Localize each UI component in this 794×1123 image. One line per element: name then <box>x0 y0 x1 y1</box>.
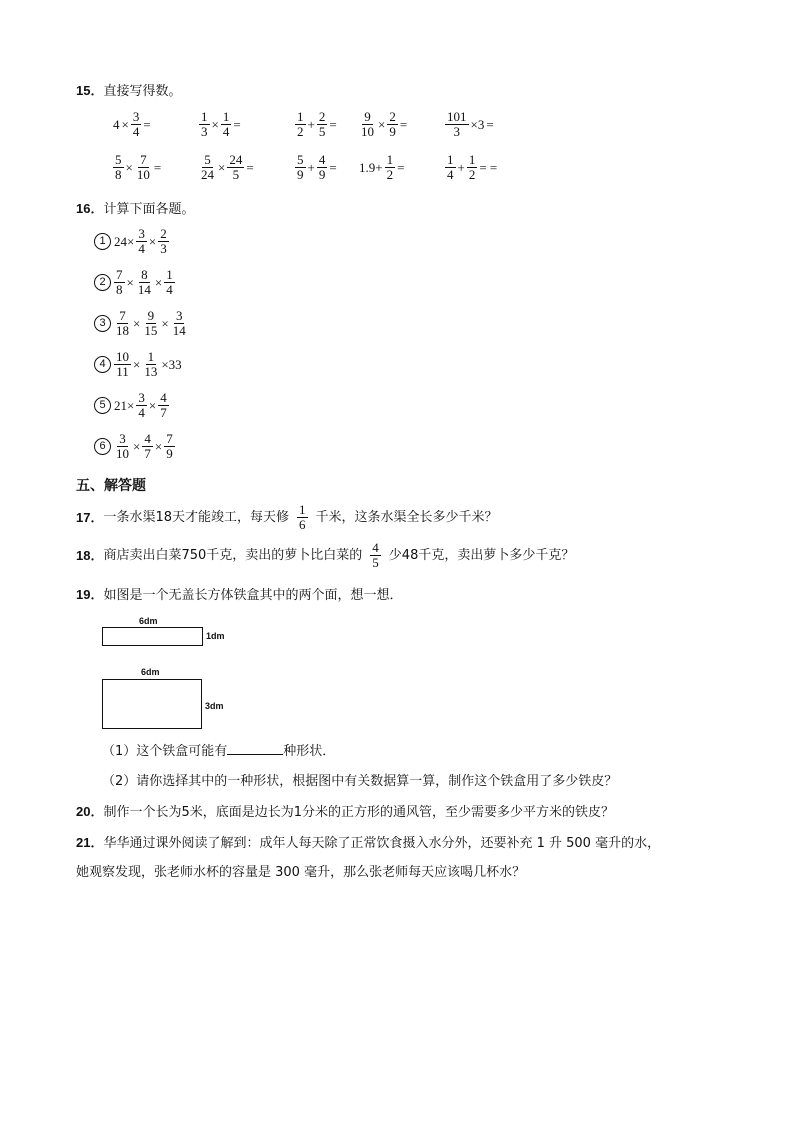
fraction-num: 2 <box>389 109 396 124</box>
operator: × <box>125 159 133 175</box>
fraction-num: 1 <box>468 152 476 167</box>
equals: = <box>397 159 405 175</box>
fraction <box>359 110 376 139</box>
fraction-num: 3 <box>138 226 145 241</box>
fraction-den: 10 <box>136 167 150 182</box>
q16-number: 16． <box>76 201 104 216</box>
fraction-den: 15 <box>144 323 158 338</box>
fraction-den: 3 <box>201 124 208 139</box>
fraction-den: 5 <box>318 124 326 139</box>
fraction-den: 7 <box>144 446 151 461</box>
q17-fraction <box>297 503 308 532</box>
q15-row2-expr <box>198 153 255 182</box>
fraction-den: 11 <box>116 364 129 379</box>
item-number-circle: 2 <box>94 274 111 291</box>
fraction <box>295 153 306 182</box>
item-number-circle: 1 <box>94 233 111 250</box>
expr-prefix: 21× <box>114 397 135 413</box>
q18-text-a: 商店卖出白菜750千克，卖出的萝卜比白菜的 <box>103 547 363 563</box>
fraction-den: 9 <box>318 167 326 182</box>
q18-frac-num: 4 <box>372 540 379 555</box>
fraction-den: 24 <box>201 167 214 182</box>
operator: + <box>307 159 315 175</box>
equals: = <box>143 116 151 132</box>
q15-row2-expr <box>112 153 162 182</box>
equals: = <box>486 116 494 132</box>
fraction <box>158 227 169 256</box>
q15-title: 直接写得数。 <box>103 84 182 99</box>
fraction-num: 7 <box>140 152 147 167</box>
fraction-num: 3 <box>175 308 183 323</box>
fraction-num: 3 <box>132 109 140 124</box>
fraction <box>135 153 152 182</box>
q16-title: 计算下面各题。 <box>103 202 195 217</box>
fraction-den: 4 <box>447 167 454 182</box>
fraction-den: 8 <box>115 167 122 182</box>
q19-heading <box>76 586 402 605</box>
operator: × <box>133 438 141 454</box>
answer-blank[interactable] <box>227 742 283 755</box>
item-number-circle: 3 <box>94 315 111 332</box>
fraction-num: 1 <box>447 152 454 167</box>
fraction-num: 7 <box>116 267 123 282</box>
fraction <box>136 268 153 297</box>
q19-sub1-a: （1）这个铁盒可能有 <box>102 744 228 759</box>
fraction-num: 1 <box>201 109 208 124</box>
item-number-circle: 4 <box>94 356 111 373</box>
q16-item <box>94 268 176 297</box>
fraction <box>142 309 159 338</box>
operator: + <box>307 116 315 132</box>
fraction-num: 4 <box>144 431 151 446</box>
fraction-num: 5 <box>115 152 122 167</box>
fraction-num: 1 <box>166 267 173 282</box>
item-number-circle: 6 <box>94 438 111 455</box>
q15-row1-expr <box>198 110 242 139</box>
fraction <box>131 110 142 139</box>
fraction-num: 7 <box>119 308 126 323</box>
q20 <box>76 803 614 822</box>
fraction-num: 1 <box>147 349 155 364</box>
fig2-side-label: 3dm <box>205 701 224 711</box>
fraction <box>317 153 328 182</box>
q17-text-b: 千米，这条水渠全长多少千米？ <box>315 509 498 525</box>
q15-row1-expr <box>294 110 338 139</box>
operator: × <box>133 356 141 372</box>
fraction <box>136 227 147 256</box>
fraction <box>114 432 131 461</box>
fraction-den: 4 <box>138 241 145 256</box>
q17-frac-num: 1 <box>299 502 306 517</box>
q19-sub1 <box>102 742 335 761</box>
fraction <box>171 309 188 338</box>
operator: × <box>126 274 134 290</box>
fraction <box>164 432 175 461</box>
fraction-den: 3 <box>453 124 460 139</box>
expr-suffix: ×3 <box>470 116 485 132</box>
fraction-num: 3 <box>119 431 126 446</box>
fraction-den: 4 <box>132 124 140 139</box>
operator: × <box>148 233 157 249</box>
fraction <box>317 110 328 139</box>
fraction-den: 9 <box>297 167 304 182</box>
fraction <box>221 110 232 139</box>
expr-prefix: 1.9+ <box>359 159 383 175</box>
operator: × <box>378 116 386 132</box>
fraction-den: 2 <box>468 167 476 182</box>
expr-prefix: 24× <box>114 233 135 249</box>
fraction-den: 2 <box>297 124 304 139</box>
fraction <box>387 110 398 139</box>
fraction <box>164 268 175 297</box>
fraction <box>295 110 306 139</box>
equals: = <box>246 159 254 175</box>
fraction-num: 5 <box>297 152 304 167</box>
fraction <box>114 268 125 297</box>
fraction-den: 5 <box>232 167 240 182</box>
fraction <box>158 391 169 420</box>
equals: = <box>329 159 337 175</box>
q15-row2-expr <box>444 153 498 182</box>
fraction <box>445 153 456 182</box>
q15-heading <box>76 82 181 101</box>
fraction-num: 1 <box>222 109 230 124</box>
fraction-den: 14 <box>172 323 186 338</box>
fraction-den: 3 <box>160 241 167 256</box>
fraction-den: 9 <box>166 446 173 461</box>
fraction <box>199 153 216 182</box>
fraction-den: 8 <box>116 282 123 297</box>
q17-number: 17． <box>76 509 104 525</box>
fraction-den: 9 <box>389 124 396 139</box>
q15-row2-expr <box>294 153 338 182</box>
fraction-num: 8 <box>141 267 148 282</box>
fraction <box>142 432 153 461</box>
fraction <box>227 153 244 182</box>
q19-number: 19． <box>76 587 104 602</box>
fraction-num: 7 <box>166 431 173 446</box>
operator: × <box>154 274 163 290</box>
fraction <box>136 391 147 420</box>
fraction-num: 2 <box>318 109 326 124</box>
fraction <box>199 110 210 139</box>
q17-frac-den: 6 <box>299 517 306 532</box>
equals: = <box>329 116 337 132</box>
fraction-num: 1 <box>386 152 394 167</box>
q16-item <box>94 227 170 256</box>
q16-heading <box>76 200 194 219</box>
operator: × <box>211 116 219 132</box>
fraction-den: 4 <box>166 282 173 297</box>
q15-row1-expr <box>112 110 152 139</box>
equals: = = <box>479 159 498 175</box>
operator: × <box>218 159 226 175</box>
fraction <box>114 350 131 379</box>
fraction-num: 2 <box>160 226 167 241</box>
equals: = <box>233 116 241 132</box>
fig1-side-label: 1dm <box>206 631 225 641</box>
q16-item <box>94 309 189 338</box>
fraction-num: 4 <box>318 152 326 167</box>
operator: × <box>154 438 163 454</box>
fig2-rectangle <box>102 679 202 729</box>
fraction-den: 2 <box>386 167 394 182</box>
operator: × <box>161 315 169 331</box>
operator: + <box>457 159 465 175</box>
item-number-circle: 5 <box>94 397 111 414</box>
q16-item <box>94 350 183 379</box>
fig2-top-label: 6dm <box>141 667 160 677</box>
q21-line2: 她观察发现，张老师水杯的容量是 300 毫升，那么张老师每天应该喝几杯水？ <box>76 865 526 880</box>
equals: = <box>153 159 162 175</box>
fraction-den: 4 <box>138 405 145 420</box>
q21-text1: 华华通过课外阅读了解到：成年人每天除了正常饮食摄入水分外，还要补充 1 升 500 毫升的水， <box>103 836 661 851</box>
q15-number: 15． <box>76 83 104 98</box>
q15-row1-expr <box>358 110 408 139</box>
fraction-num: 5 <box>204 152 211 167</box>
fraction <box>142 350 159 379</box>
fraction-num: 24 <box>229 152 243 167</box>
expr-suffix: ×33 <box>161 356 182 372</box>
q19-sub2: （2）请你选择其中的一种形状，根据图中有关数据算一算，制作这个铁盒用了多少铁皮？ <box>102 774 618 789</box>
q21-number: 21． <box>76 835 104 850</box>
fraction <box>385 153 396 182</box>
fraction-num: 9 <box>147 308 155 323</box>
equals: = <box>399 116 408 132</box>
fraction-num: 3 <box>138 390 145 405</box>
operator: × <box>148 397 157 413</box>
q18 <box>76 541 574 570</box>
q20-text: 制作一个长为5米，底面是边长为1分米的正方形的通风管，至少需要多少平方米的铁皮？ <box>103 805 615 820</box>
expr-prefix: 4 <box>113 116 120 132</box>
q16-item <box>94 432 176 461</box>
fraction <box>113 153 124 182</box>
fraction-num: 9 <box>364 109 371 124</box>
fraction-den: 7 <box>160 405 167 420</box>
fraction-num: 101 <box>447 109 467 124</box>
operator: × <box>121 116 129 132</box>
q18-text-b: 少48千克，卖出萝卜多少千克？ <box>388 547 575 563</box>
fraction-den: 13 <box>144 364 158 379</box>
q18-fraction <box>370 541 381 570</box>
q17 <box>76 503 498 532</box>
fig1-top-label: 6dm <box>139 616 158 626</box>
q18-number: 18． <box>76 547 104 563</box>
operator: × <box>133 315 141 331</box>
fraction-den: 14 <box>137 282 151 297</box>
q19-text: 如图是一个无盖长方体铁盒其中的两个面，想一想． <box>103 588 403 603</box>
fraction <box>114 309 131 338</box>
fraction-den: 4 <box>222 124 230 139</box>
fraction-num: 1 <box>297 109 304 124</box>
q16-item <box>94 391 170 420</box>
q21-line1 <box>76 834 660 853</box>
fraction-den: 10 <box>116 446 129 461</box>
q20-number: 20． <box>76 804 104 819</box>
fraction-den: 10 <box>361 124 374 139</box>
q15-row1-expr <box>444 110 495 139</box>
fig1-rectangle <box>102 627 203 646</box>
q18-frac-den: 5 <box>372 555 379 570</box>
q17-text-a: 一条水渠18天才能竣工，每天修 <box>103 509 290 525</box>
q15-row2-expr <box>358 153 405 182</box>
fraction-num: 10 <box>116 349 129 364</box>
section5-title: 五、解答题 <box>76 478 146 494</box>
fraction-den: 18 <box>116 323 129 338</box>
q19-sub1-b: 种形状． <box>283 744 336 759</box>
fraction <box>467 153 478 182</box>
fraction-num: 4 <box>160 390 167 405</box>
fraction <box>445 110 469 139</box>
